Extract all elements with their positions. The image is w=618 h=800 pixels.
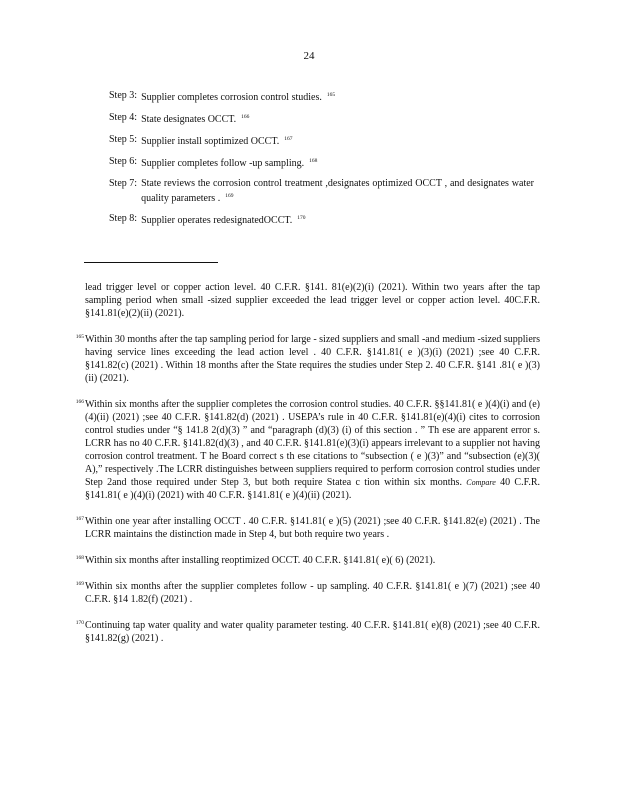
step-7 (109, 177, 534, 205)
footnote-169 (74, 580, 540, 606)
footnote-number: 165 (75, 334, 84, 340)
steps-list (109, 89, 534, 234)
page-number: 24 (303, 50, 315, 62)
step-label: Step 8: (109, 213, 138, 224)
step-label: Step 3: (109, 90, 138, 101)
step-text: State reviews the corrosion control treatment ,designates optimized OCCT , and designates water quality parameters . (141, 178, 534, 204)
footnote-ref: 166 (241, 114, 250, 120)
footnote-number: 170 (75, 620, 84, 626)
footnote-separator (84, 262, 218, 263)
footnote-168 (74, 554, 540, 567)
footnote-165 (74, 333, 540, 385)
step-6 (109, 155, 534, 170)
footnotes (74, 281, 540, 658)
step-text: Supplier completes follow -up sampling. (141, 158, 305, 169)
step-label: Step 6: (109, 156, 138, 167)
footnote-ref: 165 (326, 92, 336, 98)
footnote-text: Within six months after the supplier completes the corrosion control studies. 40 C.F.R. §§141.81( e )(4)(i) and (e)(4)(ii) (2021) ;see 40 C.F.R. §141.82(d) (2021) . USEPA’s rule in 40 C.F.R. §141.81(e)(4)(i) cites to corrosion control studies under “§ 141.8 2(d)(3) ” and “paragraph (d)(3) (i) of this section . ” Th ese are apparent error s. LCRR has no 40 C.F.R. §141.82(d)(3) , and 40 C.F.R. §141.81(e)(3)(i) appears irrelevant to a supplier not having corrosion control treatment. T he Board correct s th ese citations to “subsection ( e )(3)” and “subsection (e)(3)( A),” respectively .The LCRR distinguishes between suppliers required to perform corrosion control studies under Step 2and those required under Step 3, but both require Statea c tion within six months. Compare 40 C.F.R. §141.81( e )(4)(i) (2021) with 40 C.F.R. §141.81( e )(4)(ii) (2021). (85, 399, 541, 501)
step-8 (109, 212, 534, 227)
step-5 (109, 133, 534, 148)
footnote-continuation: lead trigger level or copper action level. 40 C.F.R. §141. 81(e)(2)(i) (2021). Within two years after the tap sampling period when small -sized supplier exceeded the lead trigger level or copper action level. 40C.F.R. §141.81(e)(2)(ii) (2021). (85, 282, 540, 319)
footnote-166 (74, 398, 540, 502)
footnote-text: Within one year after installing OCCT . 40 C.F.R. §141.81( e )(5) (2021) ;see 40 C.F.R. §141.82(e) (2021) . The LCRR maintains the distinction made in Step 4, but both require two years . (85, 516, 540, 540)
step-text: Supplier operates redesignatedOCCT. (141, 215, 293, 226)
footnote-ref: 169 (225, 193, 234, 199)
footnote-text: Within 30 months after the tap sampling period for large - sized suppliers and small -and medium -sized suppliers having service lines exceeding the lead action level . 40 C.F.R. §141.81( e )(3)(i) (2021) ;see 40 C.F.R. §141.82(c) (2021) . Within 18 months after the State requires the studies under Step 2. 40 C.F.R. §141 .81( e )(3)(ii) (2021). (85, 334, 540, 384)
step-text: State designates OCCT. (141, 114, 237, 125)
footnote-ref: 168 (309, 158, 318, 164)
compare-signal: Compare (466, 478, 496, 487)
step-label: Step 7: (109, 178, 138, 189)
footnote-ref: 167 (284, 136, 293, 142)
footnote-text: Within six months after the supplier completes follow - up sampling. 40 C.F.R. §141.81( e )(7) (2021) ;see 40 C.F.R. §14 1.82(f) (2021) . (85, 581, 540, 605)
footnote-text: Within six months after installing reoptimized OCCT. 40 C.F.R. §141.81( e)( 6) (2021). (85, 555, 436, 566)
footnote-number: 168 (75, 555, 84, 561)
footnote-170 (74, 619, 540, 645)
footnote-ref: 170 (297, 215, 306, 221)
footnote-number: 167 (75, 516, 84, 522)
step-text: Supplier completes corrosion control studies. (141, 92, 322, 103)
footnote-number: 166 (75, 399, 84, 405)
step-text: Supplier install soptimized OCCT. (141, 136, 280, 147)
footnote-167 (74, 515, 540, 541)
footnote-text: Continuing tap water quality and water quality parameter testing. 40 C.F.R. §141.81( e)(8) (2021) ;see 40 C.F.R. §141.82(g) (2021) . (85, 620, 540, 644)
step-4 (109, 111, 534, 126)
step-label: Step 4: (109, 112, 138, 123)
footnote-number: 169 (75, 581, 84, 587)
step-3 (109, 89, 534, 104)
step-label: Step 5: (109, 134, 138, 145)
